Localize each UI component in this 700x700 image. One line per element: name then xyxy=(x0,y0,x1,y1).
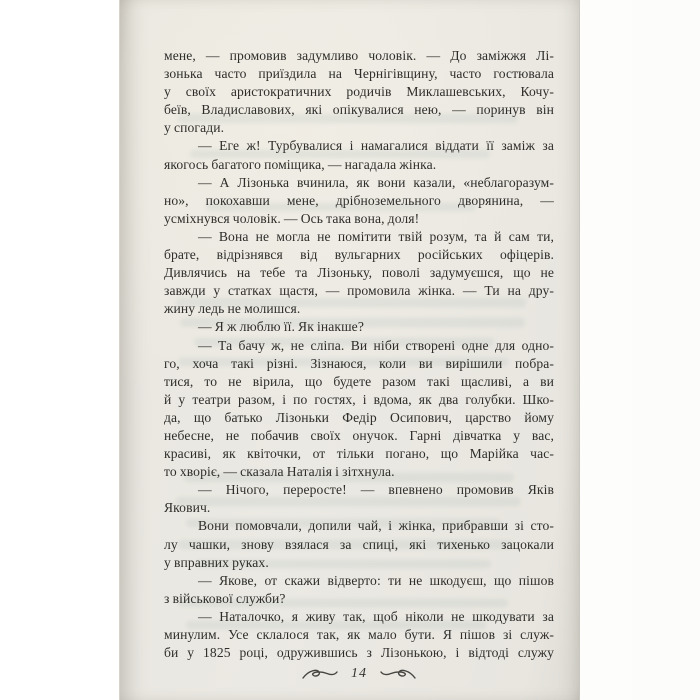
text-line: — Якове, от скажи відверто: ти не шкодуєш, що пішов xyxy=(198,572,554,588)
text-line: небесне, не побачив своїх онучок. Гарні дівчатка у вас, xyxy=(164,427,554,443)
text-line: завжди у статках щастя, — промовила жінка. — Ти на дру- xyxy=(164,283,554,299)
text-line: з військової служби? xyxy=(164,590,286,606)
flourish-right-icon xyxy=(380,668,416,681)
text-line: — А Лізонька вчинила, як вони казали, «неблагоразум- xyxy=(198,174,554,190)
text-line: й у театри разом, і по гостях, і вдома, як два голубки. Шко- xyxy=(164,391,554,407)
text-line: брате, відрізнявся від вульгарних російських офіцерів. xyxy=(164,247,554,263)
text-line: минулим. Усе склалося так, як мало бути. Я пішов зі служ- xyxy=(164,627,554,642)
text-line: у вправних руках. xyxy=(164,554,269,570)
text-line: красиві, як квіточки, от тільки погано, що Марійка час- xyxy=(164,446,554,462)
page-footer xyxy=(164,662,554,686)
text-line: беїв, Владиславових, які опікувалися нею, — поринув він xyxy=(164,102,554,118)
text-line: у спогади. xyxy=(164,120,225,136)
flourish-left-icon xyxy=(302,668,338,681)
text-line: би у 1825 році, одружившись з Лізонькою, і відтоді служу xyxy=(164,645,554,661)
text-line: Дивлячись на тебе та Лізоньку, поволі задумуєшся, що не xyxy=(164,265,554,281)
text-line: у своїх аристократичних родичів Миклашевських, Кочу- xyxy=(164,84,554,100)
text-line: — Еге ж! Турбувалися і намагалися віддати її заміж за xyxy=(198,138,554,154)
text-line: — Наталочко, я живу так, щоб ніколи не шкодувати за xyxy=(198,608,554,624)
book-page xyxy=(119,0,580,700)
text-line: Вони помовчали, допили чай, і жінка, прибравши зі сто- xyxy=(198,518,554,534)
page-number: 14 xyxy=(351,666,367,681)
text-line: лу чашки, знову взялася за спиці, які тихенько зацокали xyxy=(164,536,554,552)
text-block xyxy=(164,47,554,662)
text-line: жину ледь не молишся. xyxy=(164,301,301,317)
text-line: тися, то не вірила, що будете разом такі щасливі, а ви xyxy=(164,373,554,389)
text-line: го, хоча такі різні. Зізнаюся, коли ви вирішили побра- xyxy=(164,355,554,371)
text-line: мене, — промовив задумливо чоловік. — До заміжжя Лі- xyxy=(164,48,554,63)
text-line: — Вона не могла не помітити твій розум, та й сам ти, xyxy=(198,228,554,244)
text-line: якогось багатого поміщика, — нагадала жінка. xyxy=(164,156,437,172)
text-line: — Та бачу ж, не сліпа. Ви ніби створені одне для одно- xyxy=(198,337,554,353)
text-line: Якович. xyxy=(164,500,211,516)
text-line: — Нічого, переросте! — впевнено промовив Яків xyxy=(198,482,554,498)
text-line: усміхнувся чоловік. — Ось така вона, доля! xyxy=(164,210,420,226)
text-line: да, що батько Лізоньки Федір Осипович, царство йому xyxy=(164,409,554,425)
text-line: но», покохавши мене, дрібноземельного дворянина, — xyxy=(164,192,554,208)
text-line: то хворіє, — сказала Наталія і зітхнула. xyxy=(164,464,395,480)
text-line: — Я ж люблю її. Як інакше? xyxy=(198,319,364,335)
text-line: зонька часто приїздила на Чернігівщину, часто гостювала xyxy=(164,66,554,82)
